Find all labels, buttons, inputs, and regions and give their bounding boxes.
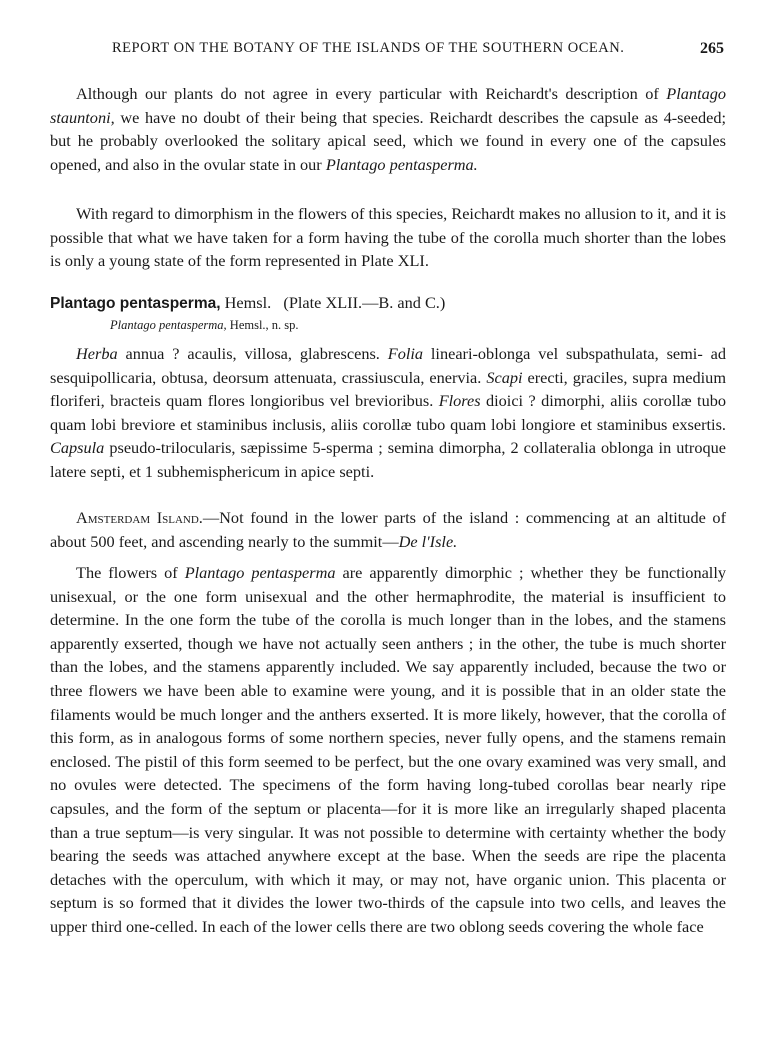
text: The flowers of xyxy=(76,563,185,582)
collector: De l'Isle. xyxy=(398,531,458,551)
page-number: 265 xyxy=(700,40,724,57)
locality-paragraph xyxy=(50,506,726,553)
text: annua ? acaulis, villosa, glabrescens. xyxy=(117,344,388,363)
synonym-author: Hemsl., n. sp. xyxy=(226,318,299,332)
text: dioici ? dimorphi, aliis corollæ tubo quam lobi breviore et staminibus inclusis, aliis corollæ tubo quam lobi longiore et staminibus exsertis. xyxy=(50,391,727,434)
text: are apparently dimorphic ; whether they be functionally unisexual, or the one form unisexual and the other hermaphrodite, the material is insufficient to determine. In the one form the tube of the corolla is much longer than in the lobes, and the stamens apparently exserted, though we have not actually seen anthers ; in the other, the tube is much shorter than the lobes, and the stamens apparently included. We say apparently included, because the two or three flowers we have been able to examine were young, and it is possible that in an older state the filaments would be much longer and the anthers exserted. It is more likely, however, that the corolla of this form, as in analogous forms of some northern species, never fully opens, and the stamens remain enclosed. The pistil of this form seemed to be perfect, but the one ovary examined was very small, and no ovules were detected. The specimens of the form having long-tubed corollas bear nearly ripe capsules, and the form of the septum or placenta—for it is more like an irregularly shaped placenta than a true septum—is very singular. It was not possible to determine with certainty whether the body bearing the seeds was attached anywhere except at the base. When the seeds are ripe the placenta detaches with the operculum, with which it may, or may not, have organic union. This placenta or septum is so formed that it divides the lower two-thirds of the capsule into two cells, and leaves the upper third one-celled. In each of the lower cells there are two oblong seeds covering the whole face xyxy=(50,563,726,936)
taxon-name: Plantago pentasperma. xyxy=(325,154,478,174)
text: lineari-oblonga vel subspathulata, semi- ad sesquipollicaria, obtusa, deorsum attenuata, crassiuscula, enervia. xyxy=(50,344,727,387)
text: With regard to dimorphism in the flowers of this species, Reichardt makes no allusion to it, and it is possible that what we have taken for a form having the tube of the corolla much shorter than the lobes is only a young state of the form represented in Plate XLI. xyxy=(50,204,726,271)
taxon-name: Plantago stauntoni, xyxy=(50,84,726,127)
synonym-line xyxy=(110,316,299,334)
locality-place: Amsterdam Island. xyxy=(76,508,203,527)
running-title: REPORT ON THE BOTANY OF THE ISLANDS OF THE SOUTHERN OCEAN. xyxy=(112,40,625,56)
text: —Not found in the lower parts of the island : commencing at an altitude of about 500 feet, and ascending nearly to the summit— xyxy=(50,508,726,551)
taxon-name: Plantago pentasperma xyxy=(184,563,336,582)
discussion-paragraph xyxy=(50,561,726,939)
text: we have no doubt of their being that species. Reichardt describes the capsule as 4-seeded; but he probably overlooked the solitary apical seed, which we found in every one of the capsules opened, and also in the ovular state in our xyxy=(50,107,726,174)
synonym-name: Plantago pentasperma, xyxy=(110,318,227,332)
text: Although our plants do not agree in every particular with Reichardt's description of xyxy=(76,84,667,103)
species-name: Plantago pentasperma, xyxy=(50,295,221,312)
latin-diagnosis xyxy=(50,342,726,484)
diagnosis-term: Herba xyxy=(76,344,118,363)
paragraph-dimorphism xyxy=(50,202,726,273)
diagnosis-term: Scapi xyxy=(486,367,523,387)
diagnosis-term: Folia xyxy=(387,344,424,363)
diagnosis-term: Capsula xyxy=(50,438,105,458)
paragraph-reichardt xyxy=(50,82,726,176)
species-author: Hemsl. xyxy=(220,293,272,312)
text: erecti, graciles, supra medium floriferi, bracteis quam flores longioribus vel brevioribus. xyxy=(50,367,726,411)
diagnosis-term: Flores xyxy=(438,391,481,411)
plate-reference: (Plate XLII.—B. and C.) xyxy=(283,293,446,312)
text: pseudo-trilocularis, sæpissime 5-sperma ; semina dimorpha, 2 collateralia oblonga in utroque latere septi, et 1 subhemisphericum in apice septi. xyxy=(50,438,726,481)
species-heading xyxy=(50,292,726,315)
running-header xyxy=(112,40,724,64)
